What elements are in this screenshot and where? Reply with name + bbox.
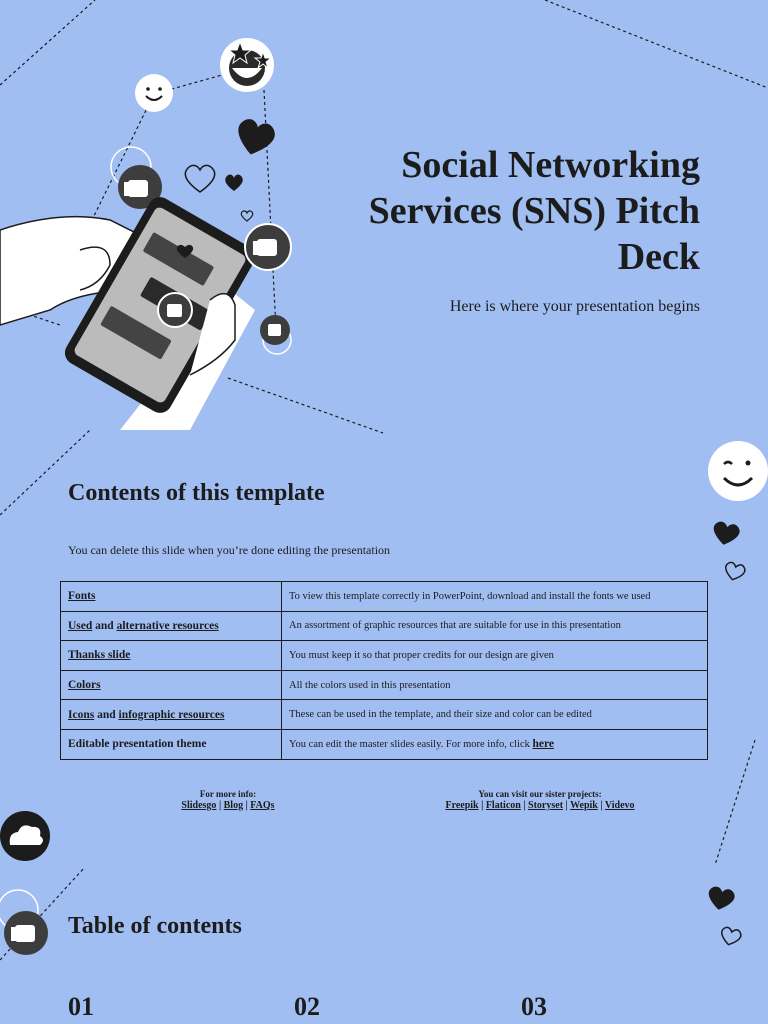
winking-face-icon: [708, 441, 768, 501]
toc-heading: Table of contents: [68, 913, 242, 939]
heart-outline-icon: [719, 926, 742, 947]
more-info-links: Slidesgo | Blog | FAQs: [181, 800, 275, 811]
sister-projects-links: Freepik | Flaticon | Storyset | Wepik | Videvo: [445, 800, 635, 811]
table-cell-desc: These can be used in the template, and their size and color can be edited: [282, 700, 708, 730]
thumbs-up-icon: [245, 224, 291, 270]
more-info-label: For more info:: [199, 789, 257, 799]
infographic-resources-link[interactable]: infographic resources: [118, 708, 225, 721]
heart-outline-icon: [185, 165, 214, 192]
here-link[interactable]: here: [532, 738, 555, 751]
table-cell-title: Editable presentation theme: [61, 729, 282, 759]
table-cell-title: [61, 641, 282, 671]
smiley-face-icon: [135, 74, 173, 112]
and-text: and: [95, 619, 114, 632]
fonts-link[interactable]: Fonts: [68, 590, 96, 603]
phone-illustration: [0, 193, 259, 430]
sister-projects-block: [400, 789, 680, 811]
and-text: and: [97, 708, 116, 721]
table-cell-title: [61, 582, 282, 612]
table-row: [61, 700, 708, 730]
storyset-link[interactable]: Storyset: [528, 800, 564, 811]
contents-note: You can delete this slide when you’re done editing the presentation: [68, 543, 391, 557]
wepik-link[interactable]: Wepik: [570, 800, 598, 811]
cloud-icon: [0, 811, 50, 861]
thanks-slide-link[interactable]: Thanks slide: [68, 649, 131, 662]
alternative-resources-link[interactable]: alternative resources: [116, 619, 219, 632]
heart-icon: [225, 175, 243, 191]
more-info-block: [148, 789, 308, 811]
colors-link[interactable]: Colors: [68, 679, 101, 692]
videvo-link[interactable]: Videvo: [604, 800, 635, 811]
slidesgo-link[interactable]: Slidesgo: [181, 800, 217, 811]
heart-outline-icon: [723, 561, 746, 582]
table-cell-title: [61, 611, 282, 641]
freepik-link[interactable]: Freepik: [445, 800, 479, 811]
faqs-link[interactable]: FAQs: [250, 800, 275, 811]
heart-outline-icon: [241, 211, 253, 221]
table-cell-title: [61, 670, 282, 700]
presentation-title: [320, 142, 700, 280]
section-number: 02: [294, 992, 320, 1021]
thumbs-up-icon: [0, 890, 48, 955]
used-link[interactable]: Used: [68, 619, 93, 632]
contents-heading: Contents of this template: [68, 480, 325, 506]
table-cell-desc: All the colors used in this presentation: [282, 670, 708, 700]
thumbs-up-icon: [158, 293, 192, 327]
table-row: [61, 641, 708, 671]
heart-icon: [711, 520, 741, 547]
table-row: [61, 670, 708, 700]
icons-link[interactable]: Icons: [68, 708, 95, 721]
title-line: Social Networking: [401, 144, 700, 186]
table-cell-desc: To view this template correctly in PowerPoint, download and install the fonts we used: [282, 582, 708, 612]
heart-icon: [233, 117, 278, 159]
sister-projects-label: You can visit our sister projects:: [478, 789, 602, 799]
title-line: Deck: [617, 236, 700, 278]
table-cell-title: [61, 700, 282, 730]
resources-table: [60, 581, 708, 760]
star-eyes-face-icon: [220, 38, 274, 92]
flaticon-link[interactable]: Flaticon: [485, 800, 521, 811]
title-line: Services (SNS) Pitch: [368, 190, 700, 232]
table-cell-desc: You must keep it so that proper credits for our design are given: [282, 641, 708, 671]
presentation-subtitle: Here is where your presentation begins: [449, 298, 700, 315]
section-number: 01: [68, 992, 94, 1021]
table-row: [61, 611, 708, 641]
thumbs-up-icon: [260, 315, 291, 354]
heart-icon: [706, 885, 736, 912]
desc-text: You can edit the master slides easily. For more info, click: [289, 739, 530, 751]
blog-link[interactable]: Blog: [223, 800, 244, 811]
section-number: 03: [521, 992, 547, 1021]
table-cell-desc: An assortment of graphic resources that are suitable for use in this presentation: [282, 611, 708, 641]
table-cell-desc: [282, 729, 708, 759]
table-row: [61, 582, 708, 612]
table-row: [61, 729, 708, 759]
